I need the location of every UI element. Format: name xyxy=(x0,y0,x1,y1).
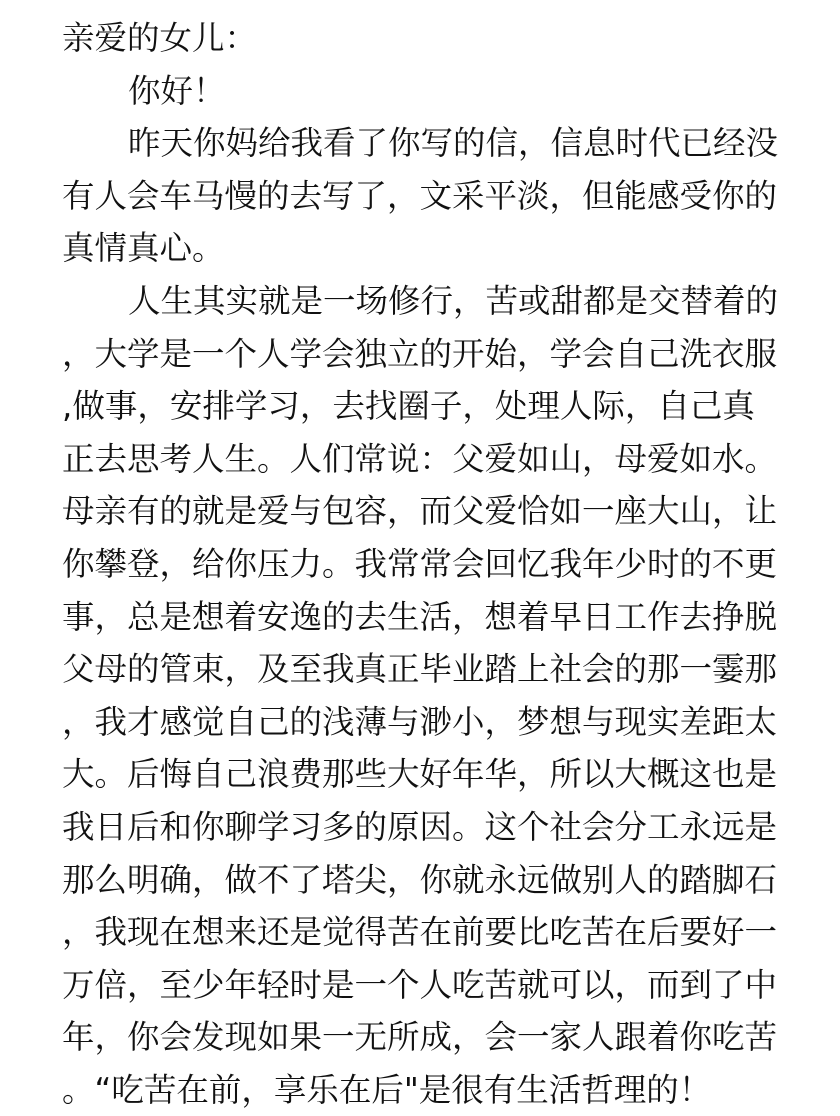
paragraph-2-line: ，大学是一个人学会独立的开始，学会自己洗衣服 xyxy=(62,334,778,373)
paragraph-2-line: 我日后和你聊学习多的原因。这个社会分工永远是 xyxy=(62,807,778,846)
paragraph-2-line: 年，你会发现如果一无所成，会一家人跟着你吃苦 xyxy=(62,1018,778,1057)
paragraph-2-line: ，我现在想来还是觉得苦在前要比吃苦在后要好一 xyxy=(62,913,778,952)
greeting: 你好！ xyxy=(128,71,226,110)
paragraph-2-line: ,做事，安排学习，去找圈子，处理人际，自己真 xyxy=(62,387,755,426)
paragraph-2-line: 大。后悔自己浪费那些大好年华，所以大概这也是 xyxy=(62,755,778,794)
paragraph-1-line: 有人会车马慢的去写了，文采平淡，但能感受你的 xyxy=(62,176,778,215)
paragraph-2-line: 正去思考人生。人们常说：父爱如山，母爱如水。 xyxy=(62,439,778,478)
paragraph-2-line: 母亲有的就是爱与包容，而父爱恰如一座大山，让 xyxy=(62,492,778,531)
paragraph-1-line: 真情真心。 xyxy=(62,229,225,268)
paragraph-2-line: 事，总是想着安逸的去生活，想着早日工作去挣脱 xyxy=(62,597,778,636)
paragraph-1-line: 昨天你妈给我看了你写的信，信息时代已经没 xyxy=(128,124,779,163)
paragraph-2-line: ，我才感觉自己的浅薄与渺小，梦想与现实差距太 xyxy=(62,702,778,741)
paragraph-2-line: 人生其实就是一场修行，苦或甜都是交替着的 xyxy=(128,281,779,320)
paragraph-2-line: 你攀登，给你压力。我常常会回忆我年少时的不更 xyxy=(62,544,778,583)
paragraph-2-line: 父母的管束，及至我真正毕业踏上社会的那一霎那 xyxy=(62,650,778,689)
paragraph-2-line: 。“吃苦在前，享乐在后"是很有生活哲理的！ xyxy=(62,1070,712,1109)
letter-body xyxy=(62,12,832,1116)
paragraph-2-line: 万倍，至少年轻时是一个人吃苦就可以，而到了中 xyxy=(62,965,778,1004)
paragraph-2-line: 那么明确，做不了塔尖，你就永远做别人的踏脚石 xyxy=(62,860,778,899)
salutation: 亲爱的女儿： xyxy=(62,19,258,57)
